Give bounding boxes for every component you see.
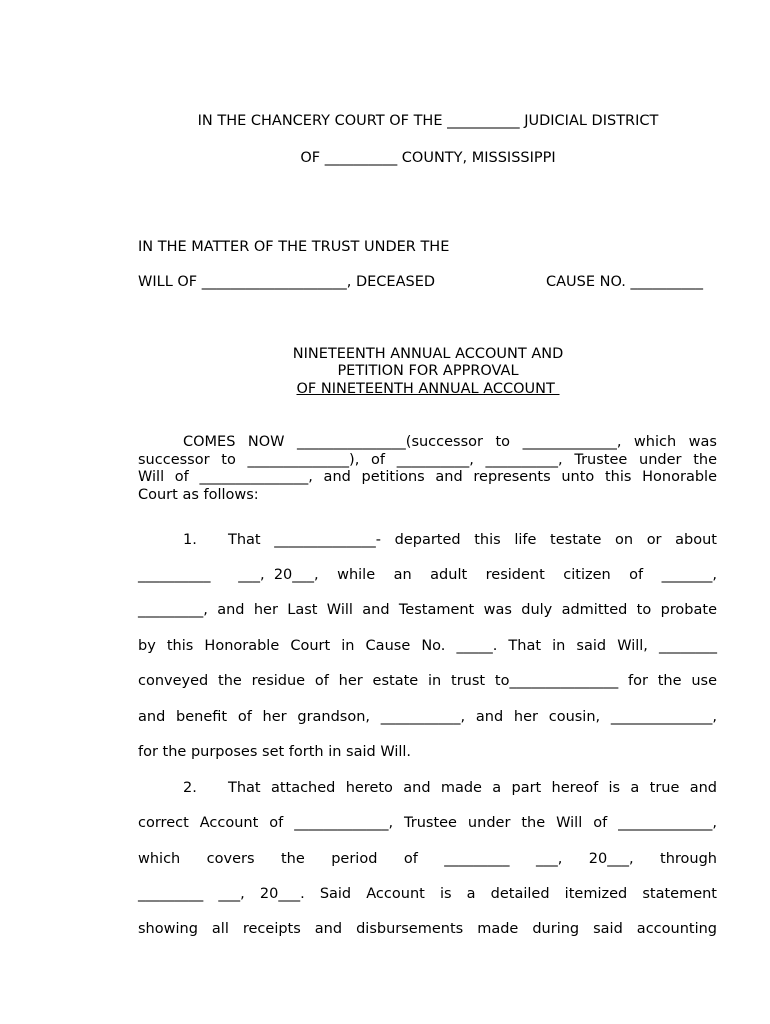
paragraph-2-line-2: correct Account of _____________, Trustee under the Will of _____________, [138, 815, 717, 831]
paragraph-1-line-2: __________ ___, 20___, while an adult resident citizen of _______, [138, 567, 717, 583]
paragraph-1-line-4: by this Honorable Court in Cause No. _____. That in said Will, ________ [138, 638, 717, 654]
court-heading-line-2: OF __________ COUNTY, MISSISSIPPI [300, 150, 556, 166]
paragraph-1-line-1: That ______________- departed this life testate on or about [228, 532, 717, 548]
intro-line-3: Will of _______________, and petitions and represents unto this Honorable [138, 469, 717, 485]
paragraph-1-line-3: _________, and her Last Will and Testament was duly admitted to probate [138, 602, 717, 618]
paragraph-1-line-6: and benefit of her grandson, ___________, and her cousin, ______________, [138, 709, 717, 725]
cause-number: CAUSE NO. __________ [546, 274, 704, 290]
intro-line-4: Court as follows: [138, 487, 259, 503]
paragraph-2-line-5: showing all receipts and disbursements made during said accounting [138, 921, 717, 937]
paragraph-1-line-7: for the purposes set forth in said Will. [138, 744, 412, 760]
paragraph-2-number: 2. [183, 780, 197, 796]
paragraph-1-line-5: conveyed the residue of her estate in trust to_______________ for the use [138, 673, 717, 689]
matter-will-of: WILL OF ____________________, DECEASED [138, 274, 436, 290]
title-line-2: PETITION FOR APPROVAL [337, 363, 519, 379]
title-line-1: NINETEENTH ANNUAL ACCOUNT AND [292, 346, 564, 362]
intro-line-1: COMES NOW _______________(successor to _____________, which was [183, 434, 717, 450]
matter-line-1: IN THE MATTER OF THE TRUST UNDER THE [138, 239, 450, 255]
paragraph-2-line-1: That attached hereto and made a part hereof is a true and [228, 780, 717, 796]
title-line-3: OF NINETEENTH ANNUAL ACCOUNT [296, 381, 560, 397]
paragraph-2-line-3: which covers the period of _________ ___, 20___, through [138, 851, 717, 867]
paragraph-1-number: 1. [183, 532, 197, 548]
paragraph-2-line-4: _________ ___, 20___. Said Account is a detailed itemized statement [138, 886, 717, 902]
intro-line-2: successor to ______________), of __________, __________, Trustee under the [138, 452, 717, 468]
court-heading-line-1: IN THE CHANCERY COURT OF THE __________ JUDICIAL DISTRICT [197, 113, 659, 129]
